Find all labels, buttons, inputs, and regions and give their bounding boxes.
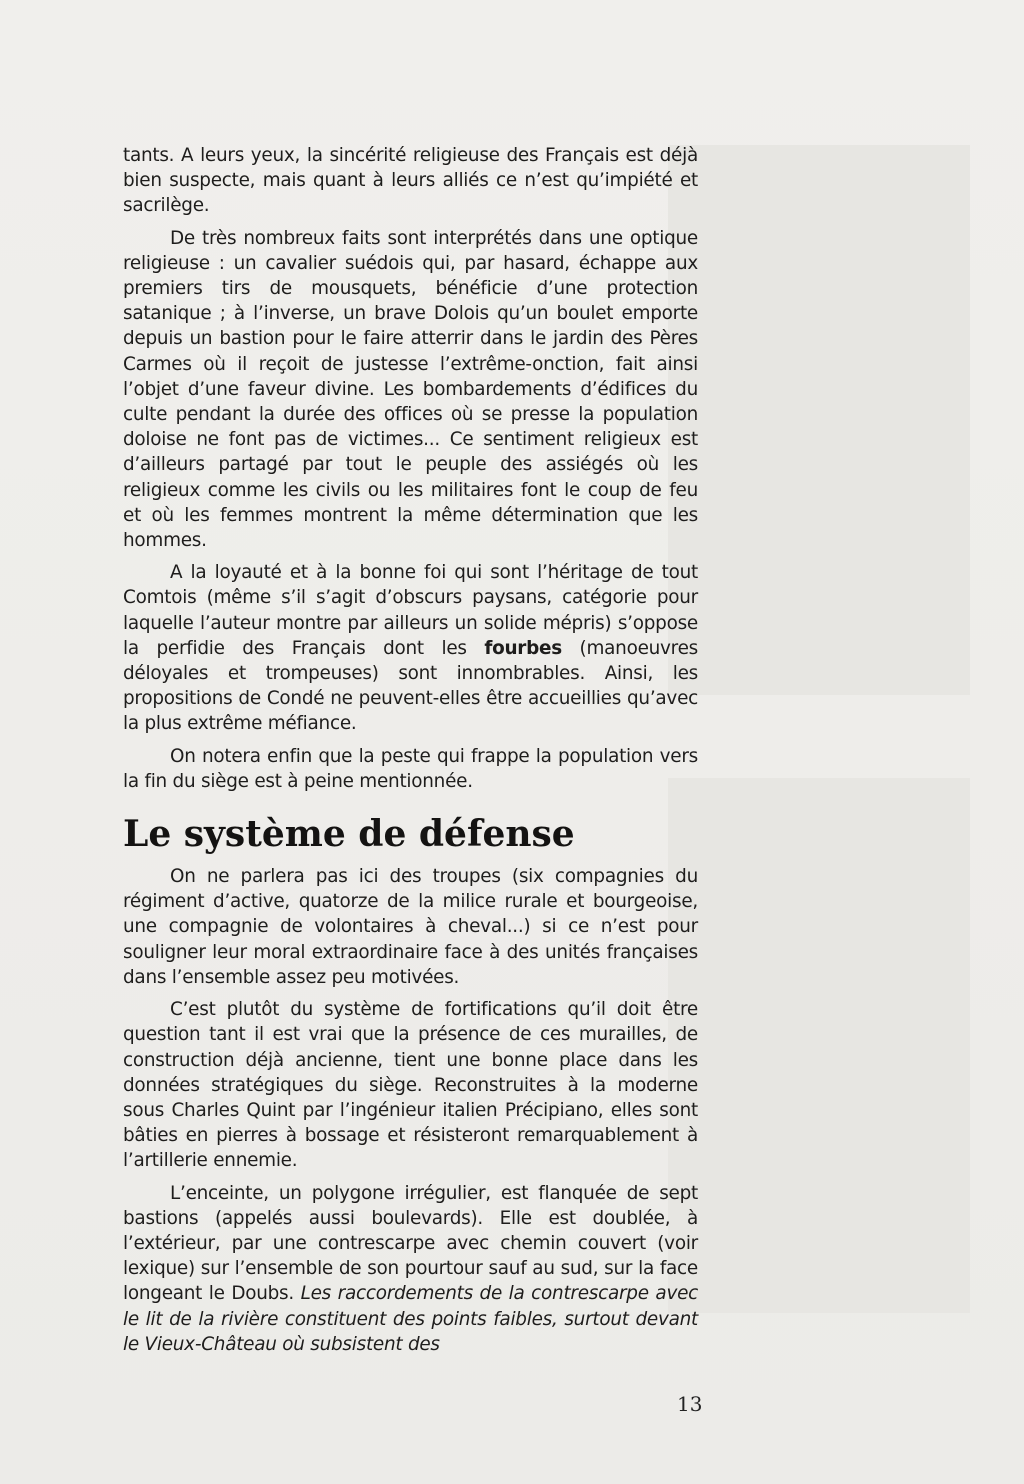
paragraph-7 [123, 1181, 698, 1357]
paragraph-4: On notera enfin que la peste qui frappe la population vers la fin du siège est à peine mentionnée. [123, 745, 698, 792]
paragraph-7-text: L’enceinte, un polygone irrégulier, est flanquée de sept bastions (appelés aussi boulevards). Elle est doublée, à l’extérieur, par une contrescarpe avec chemin couvert (voir lexique) sur l’ensemble de son pourtour sauf au sud, sur la face longeant le Doubs. [123, 1182, 698, 1305]
paragraph-2: De très nombreux faits sont interprétés dans une optique religieuse : un cavalier suédois qui, par hasard, échappe aux premiers tirs de mousquets, bénéficie d’une protection satanique ; à l’inverse, un brave Dolois qu’un boulet emporte depuis un bastion pour le faire atterrir dans le jardin des Pères Carmes où il reçoit de justesse l’extrême-onction, fait ainsi l’objet d’une faveur divine. Les bombardements d’édifices du culte pendant la durée des offices où se presse la population doloise ne font pas de victimes... Ce sentiment religieux est d’ailleurs partagé par tout le peuple des assiégés où les religieux comme les civils ou les militaires font le coup de feu et où les femmes montrent la même détermination que les hommes. [123, 227, 698, 552]
bold-term-fourbes: fourbes [484, 637, 562, 659]
show-through-image-top [668, 145, 970, 695]
page-number: 13 [677, 1392, 703, 1416]
paragraph-3 [123, 560, 698, 736]
paragraph-5: On ne parlera pas ici des troupes (six compagnies du régiment d’active, quatorze de la milice rurale et bourgeoise, une compagnie de volontaires à cheval...) si ce n’est pour souligner leur moral extraordinaire face à des unités françaises dans l’ensemble assez peu motivées. [123, 866, 698, 988]
paragraph-1: tants. A leurs yeux, la sincérité religieuse des Français est déjà bien suspecte, mais quant à leurs alliés ce n’est qu’impiété et sacrilège. [123, 145, 698, 217]
section-heading: Le système de défense [123, 813, 575, 856]
paragraph-3-text-b: (manoeuvres déloyales et trompeuses) sont innombrables. Ainsi, les propositions de Condé ne peuvent-elles être accueillies qu’avec la plus extrême méfiance. [123, 637, 698, 735]
paragraph-7-italic: Les raccordements de la contrescarpe avec le lit de la rivière constituent des points faibles, surtout devant le Vieux-Château où subsistent des [123, 1283, 698, 1355]
paragraph-3-text-a: A la loyauté et à la bonne foi qui sont l’héritage de tout Comtois (même s’il s’agit d’obscurs paysans, catégorie pour laquelle l’auteur montre par ailleurs un solide mépris) s’oppose la perfidie des Français dont les [123, 562, 698, 659]
show-through-image-bottom [668, 778, 970, 1313]
text-column [123, 143, 698, 1364]
paragraph-6: C’est plutôt du système de fortifications qu’il doit être question tant il est vrai que la présence de ces murailles, de construction déjà ancienne, tient une bonne place dans les données stratégiques du siège. Reconstruites à la moderne sous Charles Quint par l’ingénieur italien Précipiano, elles sont bâties en pierres à bossage et résisteront remarquablement à l’artillerie ennemie. [123, 999, 698, 1172]
